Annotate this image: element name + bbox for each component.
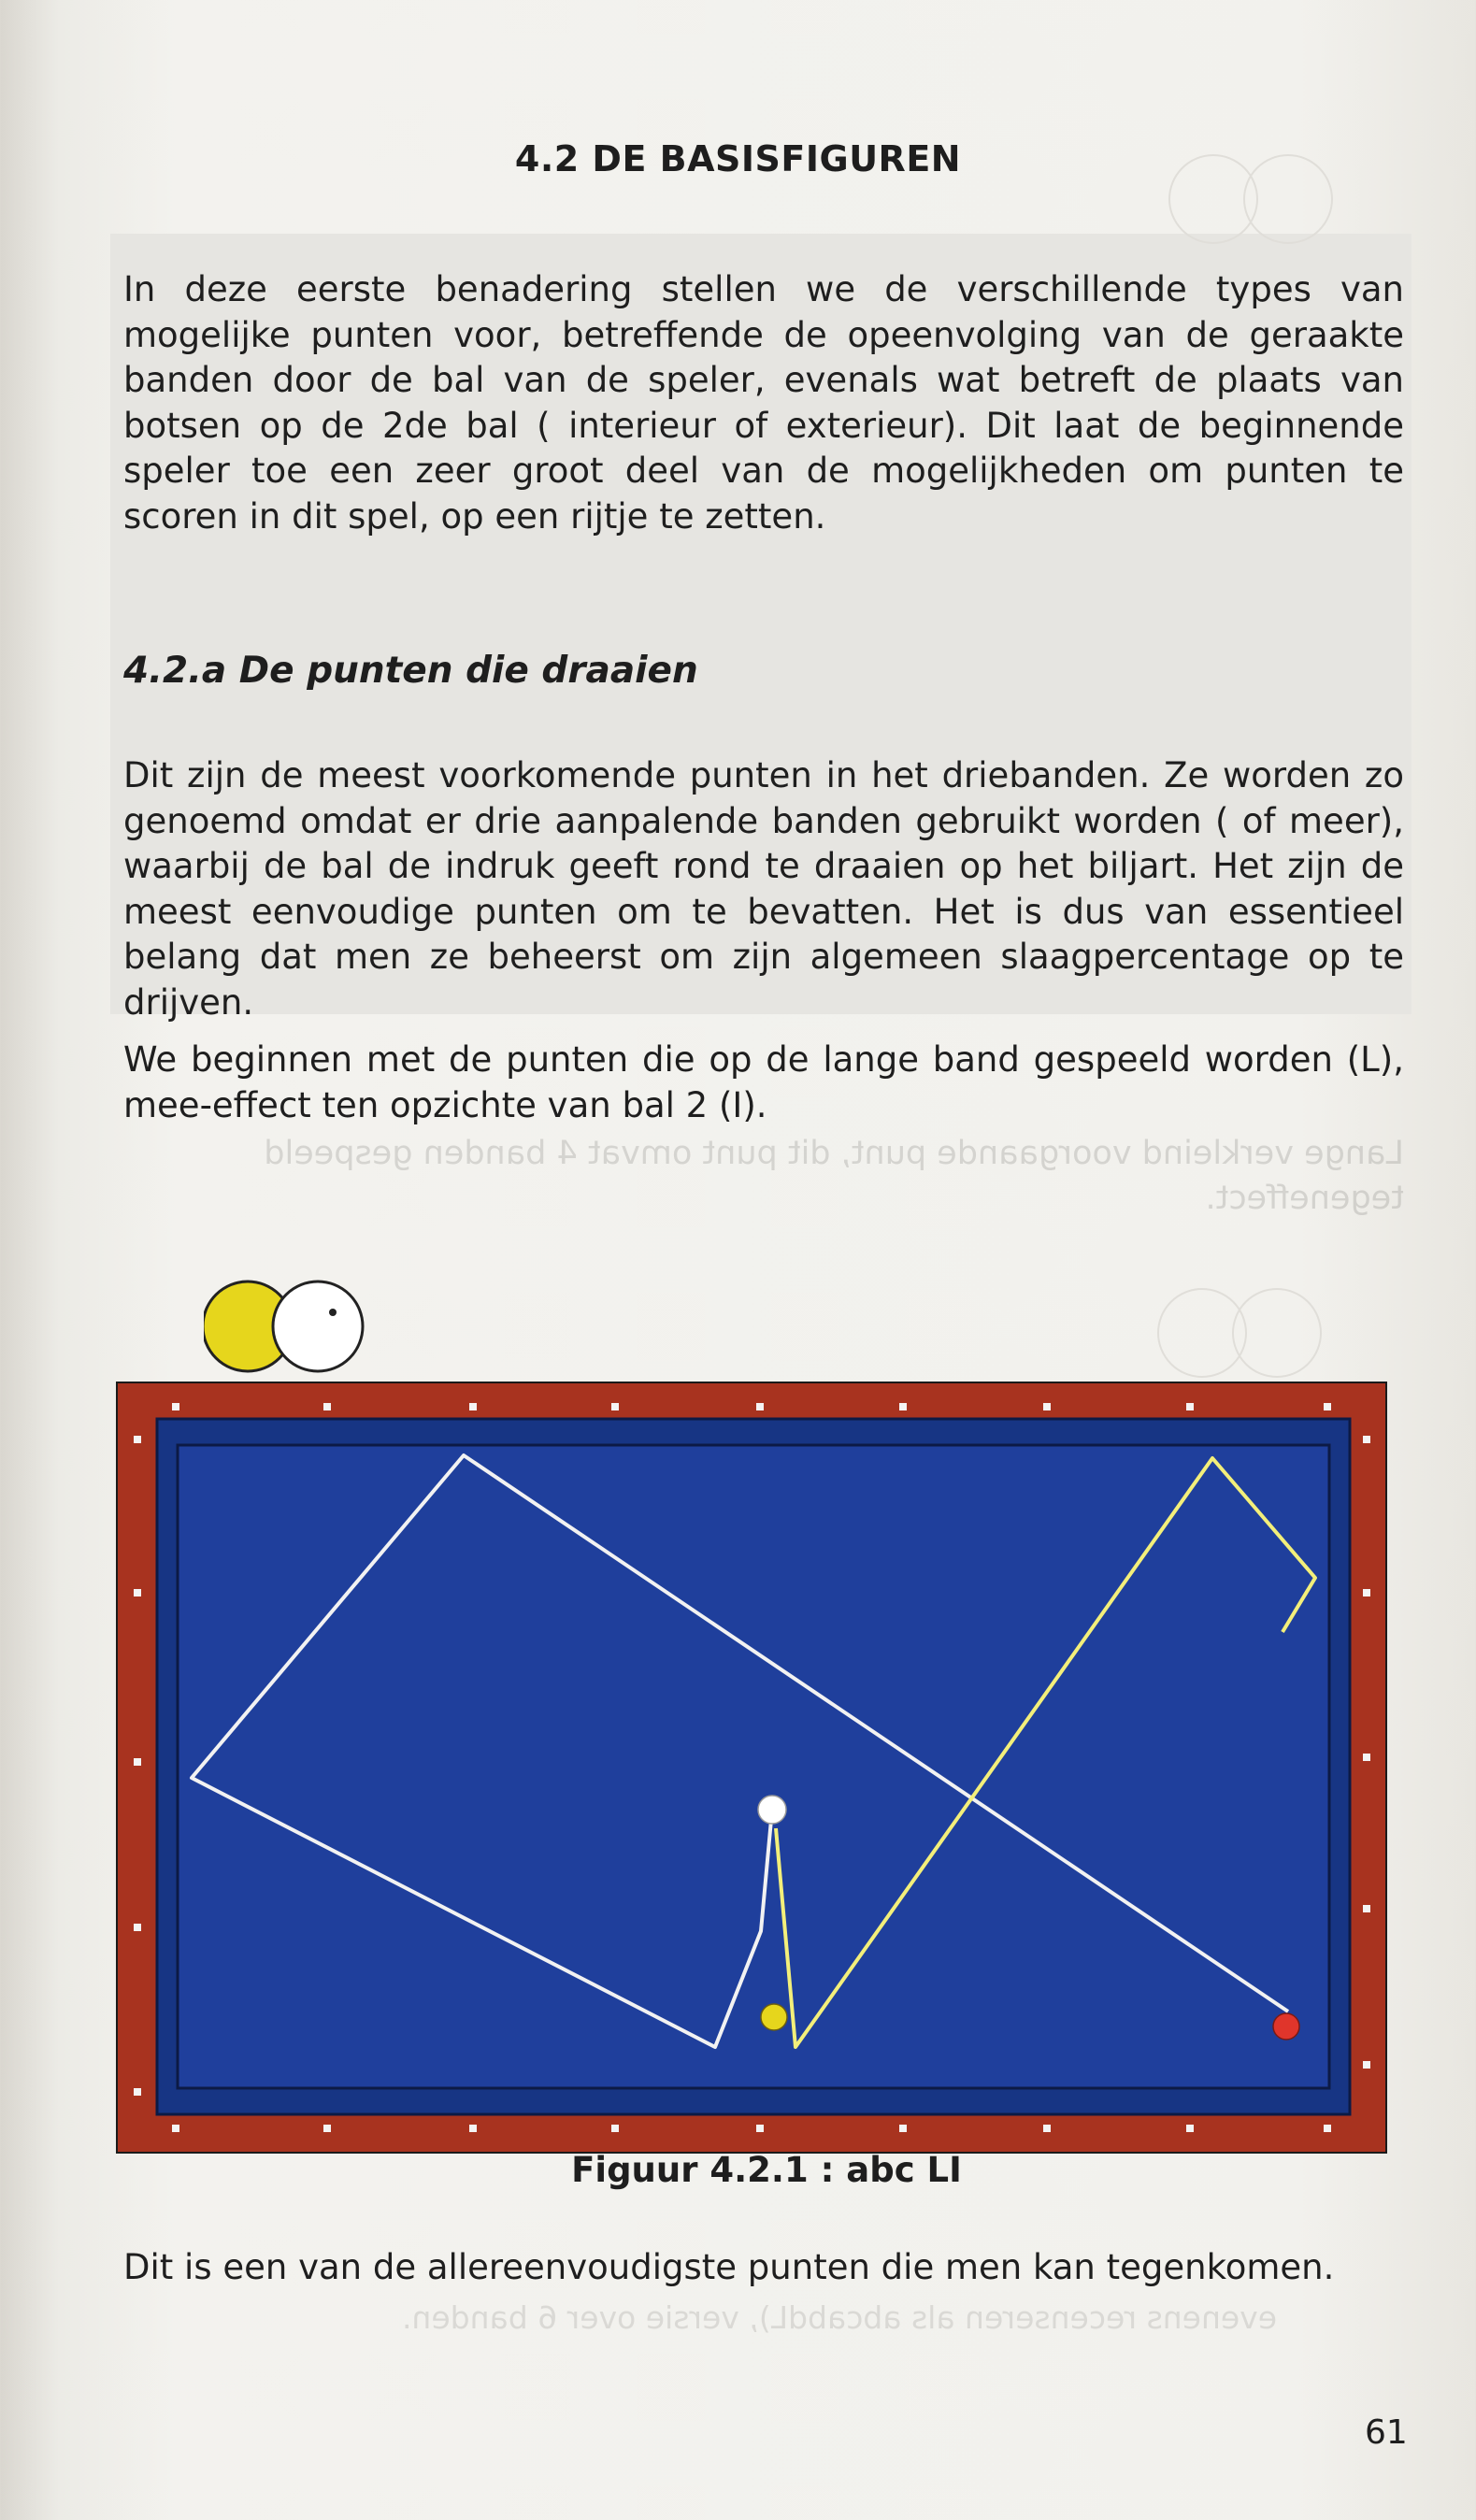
show-through-ball-icon bbox=[1232, 1288, 1322, 1378]
subsection-title: 4.2.a De punten die draaien bbox=[123, 650, 698, 692]
show-through-text: Lange verkleind voorgaande punt, dit punt omvat 4 banden gespeeld tegeneffect. bbox=[264, 1135, 1404, 1217]
yellow-ball-icon bbox=[761, 2004, 787, 2030]
white-ball-icon bbox=[758, 1796, 786, 1824]
show-through-ball-icon bbox=[1243, 154, 1333, 244]
intro-paragraph: In deze eerste benadering stellen we de verschillende types van mogelijke punten voor, betreffende de opeenvolging van de geraakte banden door de bal van de speler, evenals wat betreft de plaats van botsen op de 2de bal ( interieur of exterieur). Dit laat de beginnende speler toe een zeer groot deel van de mogelijkheden om punten te scoren in dit spel, op een rijtje te zetten. bbox=[123, 269, 1404, 537]
red-ball-icon bbox=[1273, 2013, 1299, 2040]
white-ball-icon bbox=[273, 1281, 363, 1371]
ball-legend bbox=[204, 1275, 367, 1378]
page-number: 61 bbox=[1365, 2413, 1408, 2452]
paragraph-4: Dit is een van de allereenvoudigste punten die men kan tegenkomen. bbox=[123, 2247, 1335, 2287]
figure-caption: Figuur 4.2.1 : abc LI bbox=[571, 2150, 962, 2190]
show-through-text-2: evenens recenseren als abcabdL), versie over 6 banden. bbox=[402, 2299, 1278, 2336]
paragraph-2: Dit zijn de meest voorkomende punten in het driebanden. Ze worden zo genoemd omdat er drie aanpalende banden gebruikt worden ( of meer), waarbij de bal de indruk geeft rond te draaien op het biljart. Het zijn de meest eenvoudige punten om te bevatten. Het is dus van essentieel belang dat men ze beheerst om zijn algemeen slaagpercentage op te drijven. bbox=[123, 755, 1404, 1023]
section-title: 4.2 DE BASISFIGUREN bbox=[514, 138, 962, 179]
table-cloth bbox=[178, 1445, 1329, 2088]
paragraph-3: We beginnen met de punten die op de lange band gespeeld worden (L), mee-effect ten opzichte van bal 2 (I). bbox=[123, 1039, 1404, 1125]
cue-point-icon bbox=[329, 1309, 337, 1316]
billiard-table-figure bbox=[116, 1382, 1387, 2154]
